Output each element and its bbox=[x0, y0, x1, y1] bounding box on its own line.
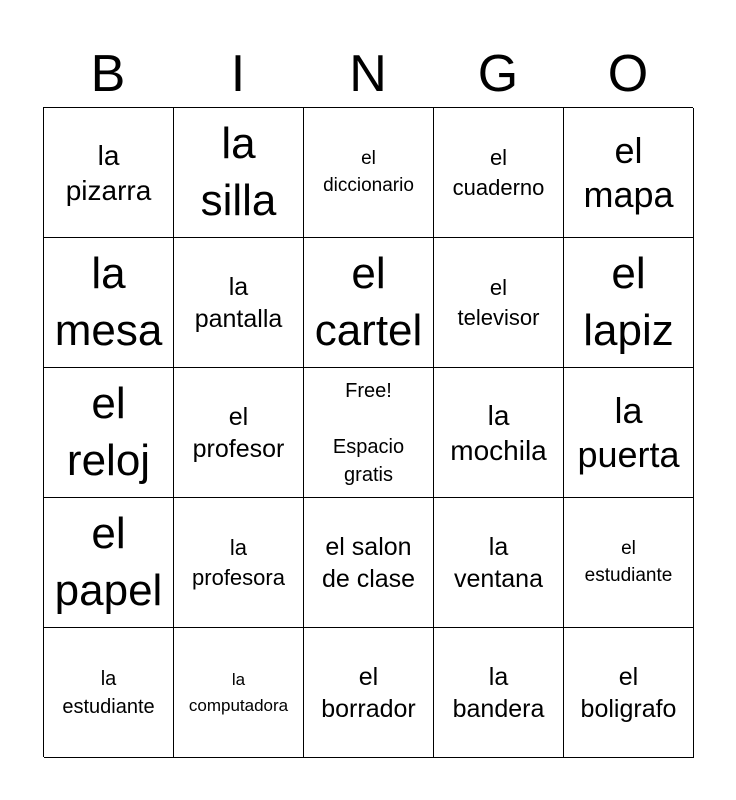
cell-label: el cuaderno bbox=[452, 144, 545, 200]
cell-label: el diccionario bbox=[323, 147, 414, 196]
cell-label: el lapiz bbox=[583, 249, 674, 355]
bingo-cell[interactable] bbox=[564, 238, 694, 368]
cell-label: la mesa bbox=[54, 249, 163, 355]
cell-label: el papel bbox=[54, 509, 163, 615]
cell-label: la pantalla bbox=[194, 272, 283, 333]
cell-label: el borrador bbox=[321, 662, 416, 723]
bingo-cell[interactable] bbox=[434, 628, 564, 758]
cell-label: la mochila bbox=[450, 399, 547, 466]
cell-label: el reloj bbox=[66, 379, 151, 485]
cell-label: la estudiante bbox=[62, 667, 155, 718]
bingo-cell[interactable] bbox=[44, 368, 174, 498]
cell-label: el estudiante bbox=[584, 537, 673, 586]
bingo-cell[interactable] bbox=[304, 628, 434, 758]
bingo-cell[interactable] bbox=[564, 368, 694, 498]
free-space-cell[interactable] bbox=[304, 368, 434, 498]
header-letter-i: I bbox=[230, 45, 246, 103]
bingo-cell[interactable] bbox=[174, 498, 304, 628]
header-letter-g: G bbox=[477, 45, 519, 103]
bingo-cell[interactable] bbox=[44, 108, 174, 238]
bingo-cell[interactable] bbox=[434, 498, 564, 628]
bingo-header bbox=[43, 40, 693, 108]
bingo-cell[interactable] bbox=[174, 108, 304, 238]
bingo-cell[interactable] bbox=[564, 498, 694, 628]
bingo-cell[interactable] bbox=[564, 108, 694, 238]
bingo-cell[interactable] bbox=[174, 238, 304, 368]
cell-label: el televisor bbox=[457, 274, 540, 330]
bingo-cell[interactable] bbox=[174, 628, 304, 758]
cell-label: la profesora bbox=[192, 534, 285, 590]
header-letter-o: O bbox=[607, 45, 649, 103]
bingo-cell[interactable] bbox=[434, 108, 564, 238]
bingo-cell[interactable] bbox=[304, 498, 434, 628]
cell-label: la silla bbox=[200, 119, 277, 225]
bingo-cell[interactable] bbox=[44, 628, 174, 758]
cell-label: la bandera bbox=[452, 662, 545, 723]
header-letter-b: B bbox=[90, 45, 126, 103]
cell-label: el salon de clase bbox=[321, 532, 416, 593]
bingo-cell[interactable] bbox=[44, 238, 174, 368]
cell-label: la ventana bbox=[454, 532, 543, 593]
cell-label: la pizarra bbox=[65, 139, 152, 206]
cell-label: la puerta bbox=[577, 389, 680, 475]
bingo-cell[interactable] bbox=[304, 238, 434, 368]
cell-label: el boligrafo bbox=[580, 662, 677, 723]
bingo-cell[interactable] bbox=[434, 238, 564, 368]
cell-label: la computadora bbox=[188, 670, 289, 715]
bingo-cell[interactable] bbox=[304, 108, 434, 238]
bingo-grid bbox=[43, 107, 693, 757]
cell-label: el mapa bbox=[583, 129, 674, 215]
header-letter-n: N bbox=[349, 45, 387, 103]
cell-label: el profesor bbox=[192, 402, 285, 463]
bingo-cell[interactable] bbox=[44, 498, 174, 628]
bingo-cell[interactable] bbox=[174, 368, 304, 498]
bingo-cell[interactable] bbox=[434, 368, 564, 498]
free-space-label: Free! Espacio gratis bbox=[332, 379, 405, 486]
cell-label: el cartel bbox=[314, 249, 423, 355]
bingo-cell[interactable] bbox=[564, 628, 694, 758]
